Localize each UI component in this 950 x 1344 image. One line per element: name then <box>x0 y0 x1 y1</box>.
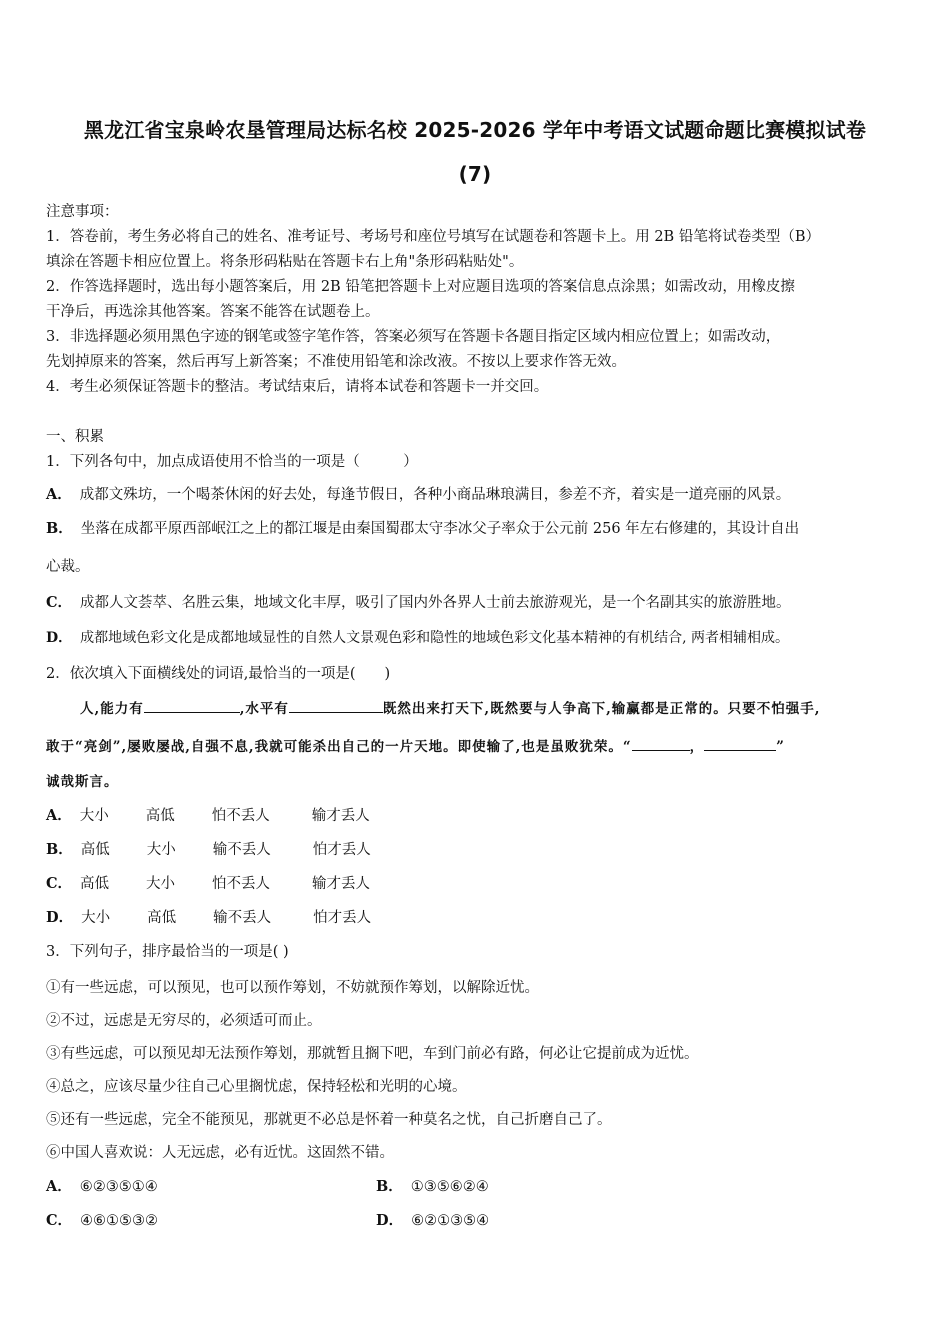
blank-line <box>704 736 776 751</box>
option-text: 成都文殊坊，一个喝茶休闲的好去处，每逢节假日，各种小商品琳琅满目，参差不齐，着实是一道亮丽的风景。 <box>79 487 791 503</box>
option-label: B． <box>46 841 73 858</box>
option-text: ⑥②①③⑤④ <box>411 1213 490 1229</box>
section-heading: 一、积累 <box>46 429 104 445</box>
option-word: 大小 <box>146 842 176 858</box>
passage-text: 既然出来打天下,既然要与人争高下,输赢都是正常的。只要不怕强手, <box>382 701 821 717</box>
notice-item-1a: 1．答卷前，考生务必将自己的姓名、准考证号、考场号和座位号填写在试题卷和答题卡上。用 2B 铅笔将试卷类型（B） <box>46 229 820 245</box>
option-label: C． <box>46 1212 73 1229</box>
notice-item-1b: 填涂在答题卡相应位置上。将条形码粘贴在答题卡右上角"条形码粘贴处"。 <box>46 254 524 270</box>
blank-line <box>632 736 690 751</box>
option-text: ⑥②③⑤①④ <box>79 1179 158 1195</box>
question-3-option-c <box>46 1211 158 1231</box>
option-word: 怕不丢人 <box>212 876 271 892</box>
option-text: 成都地域色彩文化是成都地域显性的自然人文景观色彩和隐性的地域色彩文化基本精神的有机结合, 两者相辅相成。 <box>80 630 790 646</box>
question-1-option-d <box>46 628 789 648</box>
option-word: 输不丢人 <box>213 910 272 926</box>
option-label: C． <box>46 875 73 892</box>
question-2-option-d <box>46 908 371 928</box>
option-text: 坐落在成都平原西部岷江之上的都江堰是由秦国蜀郡太守李冰父子率众于公元前 256 年左右修建的，其设计自出 <box>80 521 800 537</box>
question-1-option-b <box>46 519 799 539</box>
option-word: 怕才丢人 <box>312 842 371 858</box>
question-2-option-b <box>46 840 371 860</box>
question-3-sentence-4: ④总之，应该尽量少往自己心里搁忧虑，保持轻松和光明的心境。 <box>46 1079 467 1095</box>
question-3-option-d <box>376 1211 489 1231</box>
option-word: 怕不丢人 <box>211 808 270 824</box>
question-2-passage-line-1 <box>80 698 821 719</box>
option-label: A． <box>46 807 72 824</box>
option-word: 大小 <box>79 808 109 824</box>
question-2-stem: 2．依次填入下面横线处的词语,最恰当的一项是( ) <box>46 666 391 682</box>
passage-text: ,水平有 <box>239 701 289 717</box>
option-label: D． <box>46 909 74 926</box>
option-label: A． <box>46 1178 72 1195</box>
question-3-sentence-1: ①有一些远虑，可以预见，也可以预作筹划，不妨就预作筹划，以解除近忧。 <box>46 980 539 996</box>
question-3-option-b <box>376 1177 489 1197</box>
question-3-sentence-3: ③有些远虑，可以预见却无法预作筹划，那就暂且搁下吧，车到门前必有路，何必让它提前成为近忧。 <box>46 1046 699 1062</box>
notice-item-3a: 3．非选择题必须用黑色字迹的钢笔或签字笔作答，答案必须写在答题卡各题目指定区域内相应位置上；如需改动， <box>46 329 781 345</box>
option-text: ④⑥①⑤③② <box>80 1213 159 1229</box>
question-1-option-c <box>46 593 791 613</box>
option-label: C． <box>46 594 73 611</box>
notice-item-3b: 先划掉原来的答案，然后再写上新答案；不准使用铅笔和涂改液。不按以上要求作答无效。 <box>46 354 626 370</box>
question-3-sentence-5: ⑤还有一些远虑，完全不能预见，那就更不必总是怀着一种莫名之忧，自己折磨自己了。 <box>46 1112 612 1128</box>
option-word: 怕才丢人 <box>313 910 372 926</box>
option-label: D． <box>46 630 73 646</box>
question-2-option-c <box>46 874 370 894</box>
option-word: 高低 <box>80 842 110 858</box>
option-label: B． <box>376 1178 403 1195</box>
question-2-passage-line-3: 诚哉斯言。 <box>46 774 119 790</box>
notice-heading: 注意事项： <box>46 204 119 220</box>
option-word: 大小 <box>146 876 176 892</box>
page-title-suffix: (7) <box>458 162 492 186</box>
option-text: ①③⑤⑥②④ <box>410 1179 489 1195</box>
passage-text: 敢于“亮剑”,屡败屡战,自强不息,我就可能杀出自己的一片天地。即使输了,也是虽败犹荣。“ <box>46 739 632 755</box>
question-1-stem: 1．下列各句中，加点成语使用不恰当的一项是（ ） <box>46 454 418 470</box>
question-2-passage-line-2 <box>46 736 785 757</box>
question-2-option-a <box>46 806 370 826</box>
option-word: 输不丢人 <box>212 842 271 858</box>
option-label: B． <box>46 520 73 537</box>
page-title: 黑龙江省宝泉岭农垦管理局达标名校 2025-2026 学年中考语文试题命题比赛模拟试卷 <box>83 118 867 142</box>
question-3-option-a <box>46 1177 158 1197</box>
blank-line <box>144 698 240 713</box>
question-3-sentence-2: ②不过，远虑是无穷尽的，必须适可而止。 <box>46 1013 322 1029</box>
option-word: 大小 <box>81 910 111 926</box>
option-label: D． <box>376 1212 404 1229</box>
notice-item-2a: 2．作答选择题时，选出每小题答案后，用 2B 铅笔把答题卡上对应题目选项的答案信息点涂黑；如需改动，用橡皮擦 <box>46 279 795 295</box>
passage-text: ， <box>689 739 705 755</box>
question-1-option-a <box>46 485 790 505</box>
passage-text: 人,能力有 <box>80 701 144 717</box>
option-word: 高低 <box>145 808 175 824</box>
notice-item-4: 4．考生必须保证答题卡的整洁。考试结束后，请将本试卷和答题卡一并交回。 <box>46 379 549 395</box>
question-1-option-b-cont: 心裁。 <box>46 559 90 575</box>
option-label: A． <box>46 486 72 503</box>
option-text: 成都人文荟萃、名胜云集，地域文化丰厚，吸引了国内外各界人士前去旅游观光，是一个名副其实的旅游胜地。 <box>80 595 791 611</box>
question-3-sentence-6: ⑥中国人喜欢说：人无远虑，必有近忧。这固然不错。 <box>46 1145 394 1161</box>
option-word: 输才丢人 <box>312 876 371 892</box>
option-word: 高低 <box>80 876 110 892</box>
option-word: 输才丢人 <box>311 808 370 824</box>
passage-text: ” <box>776 739 785 755</box>
question-3-stem: 3．下列句子，排序最恰当的一项是( ) <box>46 944 289 960</box>
blank-line <box>289 698 383 713</box>
notice-item-2b: 干净后，再选涂其他答案。答案不能答在试题卷上。 <box>46 304 380 320</box>
option-word: 高低 <box>147 910 177 926</box>
